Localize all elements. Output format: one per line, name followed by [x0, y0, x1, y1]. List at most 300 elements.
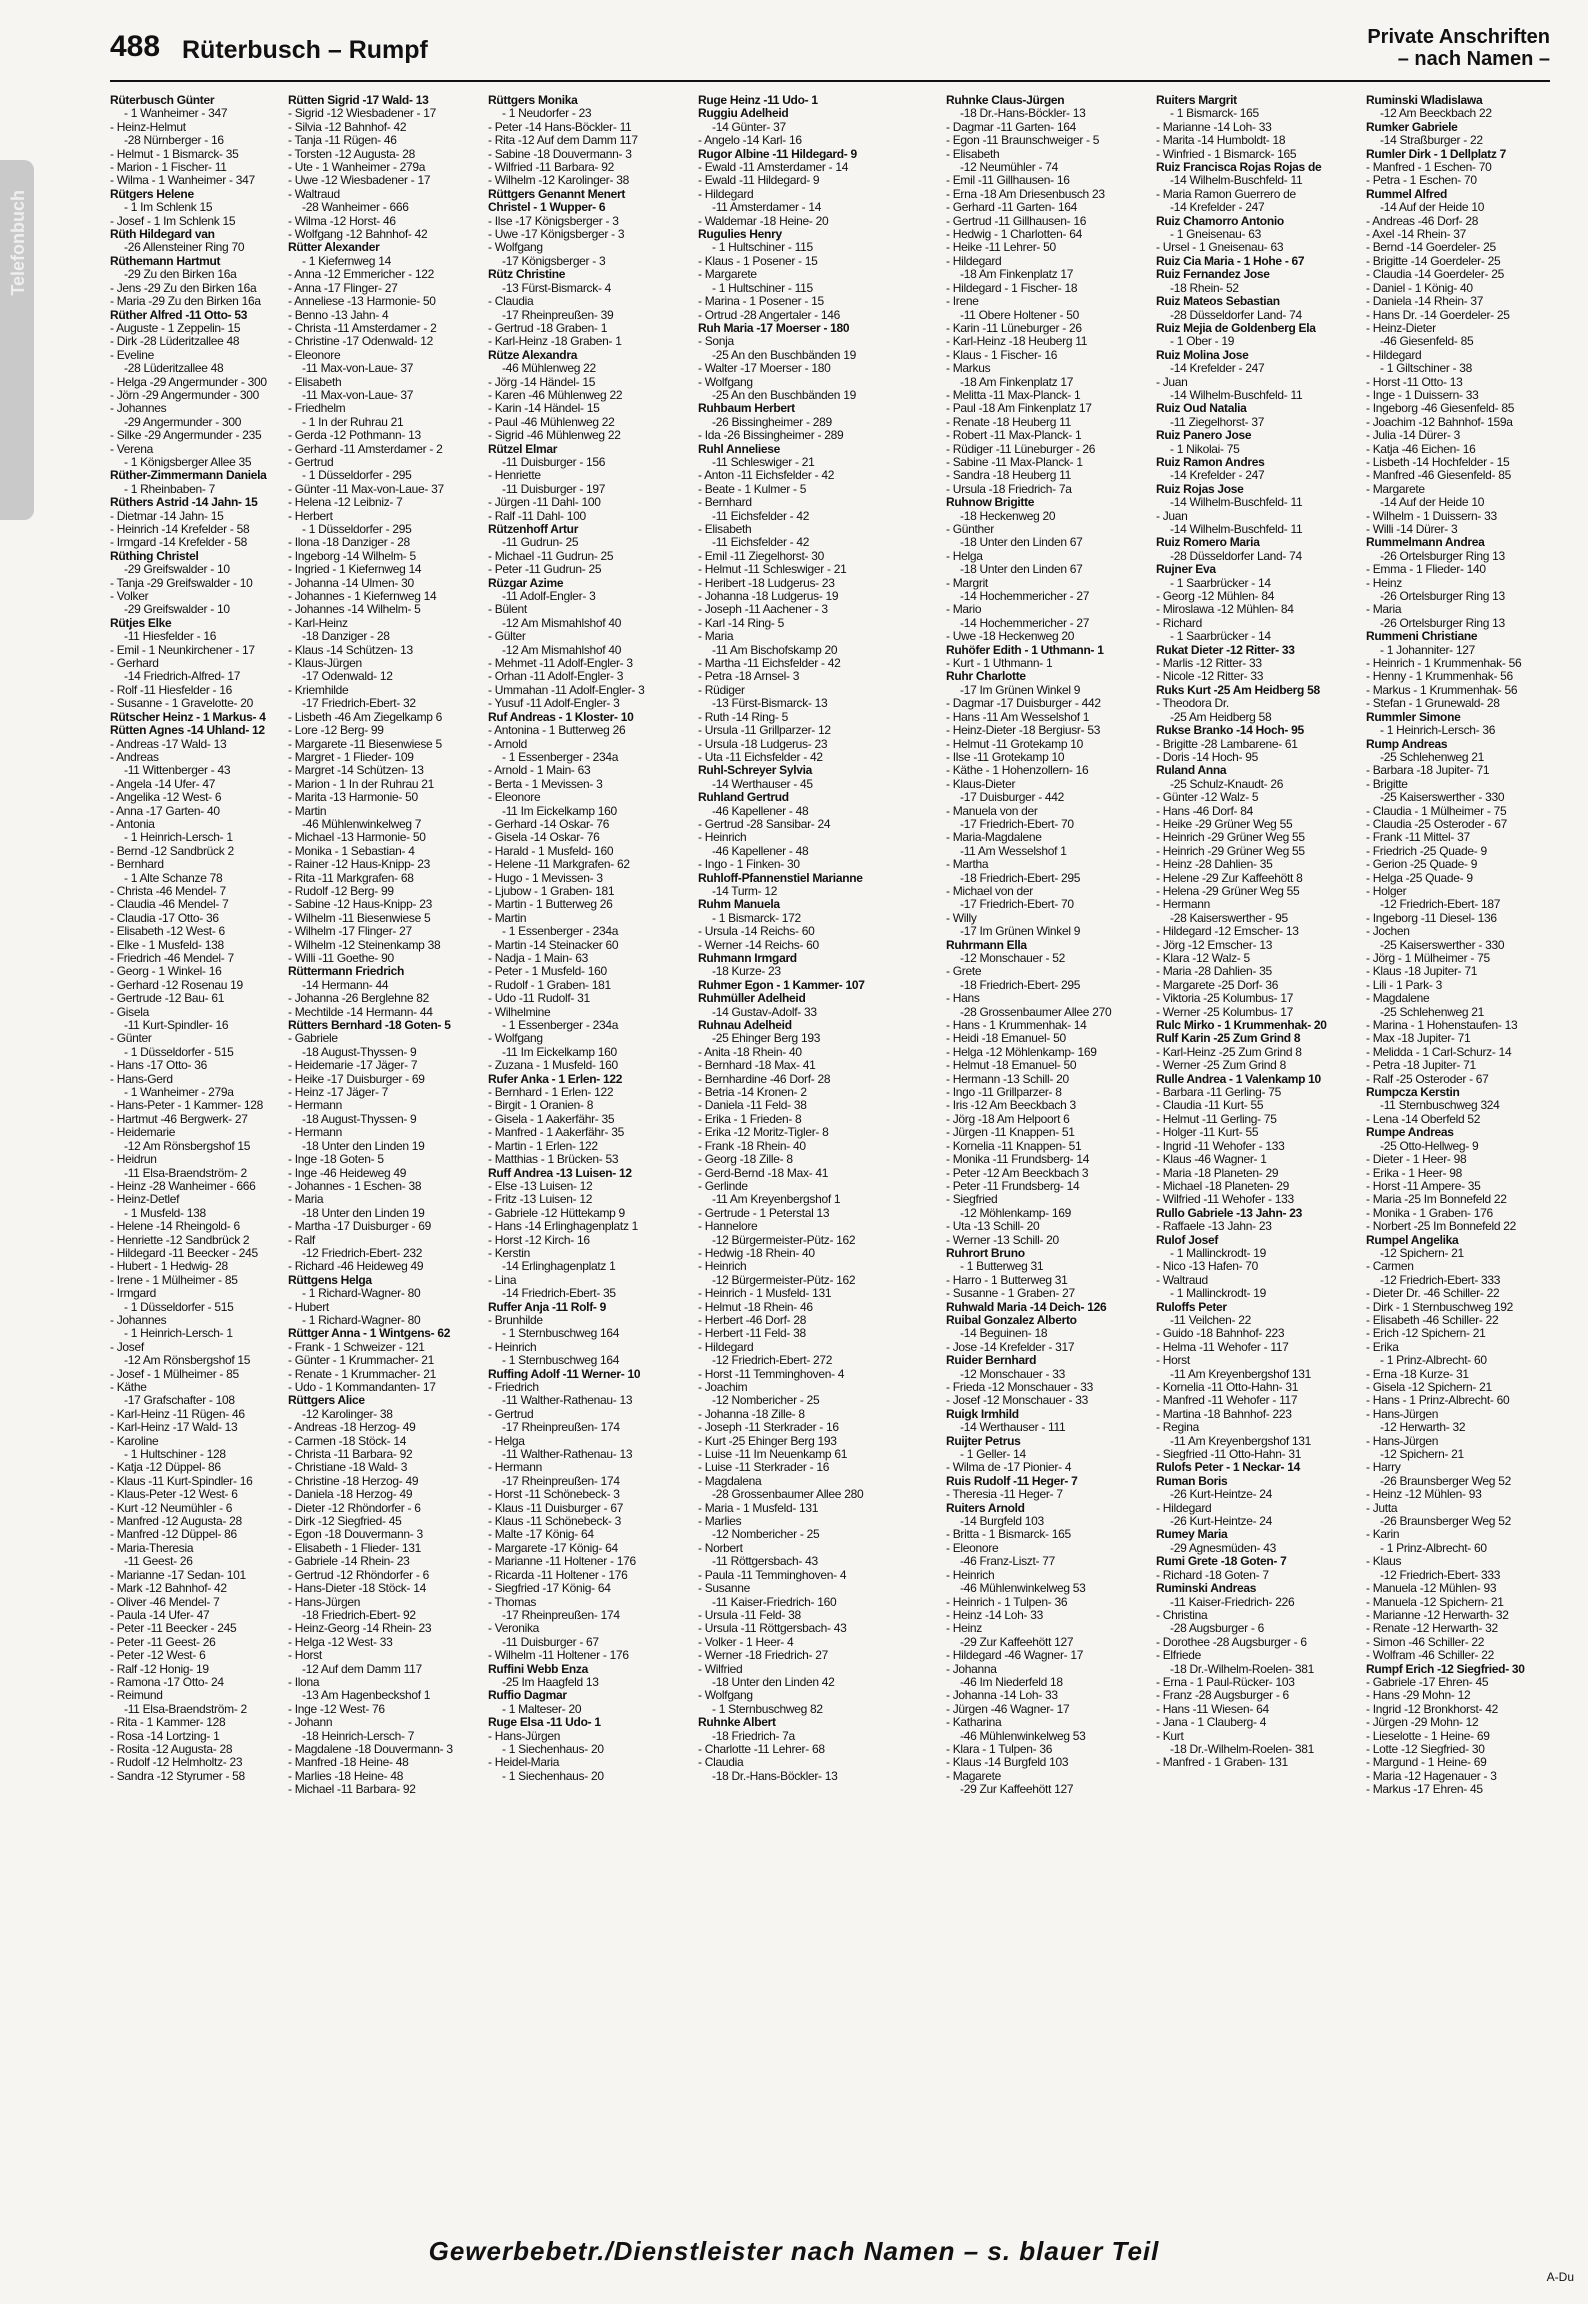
listing-entry: Ruhl Anneliese [698, 441, 781, 456]
listing-entry: - Klaus -14 Burgfeld 103 [946, 1755, 1069, 1770]
listing-entry: - 1 Richard-Wagner- 80 [302, 1286, 421, 1301]
listing-entry: - Klaus -11 Schönebeck- 3 [488, 1514, 622, 1529]
listing-entry: - Christiane -18 Wald- 3 [288, 1460, 408, 1475]
listing-entry: -18 Danziger - 28 [302, 629, 390, 644]
listing-entry: Rüttermann Friedrich [288, 964, 405, 979]
listing-entry: - Gabriele -12 Hüttekamp 9 [488, 1205, 625, 1220]
listing-entry: - Wilma - 1 Wanheimer - 347 [110, 173, 255, 188]
listing-entry: - Hermann -13 Schill- 20 [946, 1071, 1069, 1086]
listing-entry: - Helmut - 1 Bismarck- 35 [110, 146, 239, 161]
listing-entry: - Ursula -11 Feld- 38 [698, 1607, 801, 1622]
section-title-line1: Private Anschriften [1367, 26, 1550, 48]
listing-entry: - Inge - 1 Duissern- 33 [1366, 387, 1479, 402]
listing-entry: -11 Geest- 26 [124, 1554, 193, 1569]
listing-entry: Ruhwald Maria -14 Deich- 126 [946, 1299, 1107, 1314]
listing-entry: -11 Elsa-Braendström- 2 [124, 1165, 247, 1180]
listing-entry: - Max -18 Jupiter- 71 [1366, 1031, 1471, 1046]
listing-entry: -12 Monschauer - 52 [960, 951, 1066, 965]
listing-entry: - Heinrich [698, 830, 747, 845]
listing-entry: - Beate - 1 Kulmer - 5 [698, 481, 807, 496]
listing-entry: - Richard -46 Heideweg 49 [288, 1259, 424, 1274]
listing-entry: - Elisabeth [288, 374, 342, 389]
listing-entry: -12 Bürgermeister-Pütz- 162 [712, 1232, 856, 1247]
listing-entry: - Erika - 1 Frieden- 8 [698, 1111, 802, 1126]
listing-entry: -28 Grossenbaumer Allee 280 [712, 1487, 864, 1502]
listing-entry: - Eleonore [946, 1540, 999, 1555]
listing-entry: - Walter -17 Moerser - 180 [698, 361, 831, 376]
listing-entry: - Gabriele -17 Ehren- 45 [1366, 1674, 1489, 1689]
listing-entry: - Christa -46 Mendel- 7 [110, 883, 226, 898]
listing-entry: - Ingo - 1 Finken- 30 [698, 857, 800, 872]
listing-entry: - Ilse -11 Grotekamp 10 [946, 749, 1065, 764]
listing-entry: - Ursula -14 Reichs- 60 [698, 924, 815, 939]
listing-entry: - Wilhelm -12 Steinenkamp 38 [288, 937, 441, 952]
listing-entry: - Maria [698, 629, 734, 644]
listing-entry: - Heinrich -29 Grüner Weg 55 [1156, 843, 1305, 858]
listing-entry: - 1 Prinz-Albrecht- 60 [1380, 1353, 1487, 1368]
listing-entry: - Petra -18 Arnsel- 3 [698, 669, 800, 684]
listing-entry: - Gabriele [288, 1031, 338, 1046]
listing-entry: - Werner -18 Friedrich- 27 [698, 1648, 829, 1663]
listing-entry: - Jörg -14 Händel- 15 [488, 374, 596, 389]
listing-entry: Ruhnau Adelheid [698, 1018, 792, 1033]
listing-entry: - Manuela -12 Spichern- 21 [1366, 1594, 1504, 1609]
listing-entry: -46 Kapellener - 48 [712, 843, 809, 858]
listing-entry: - Rudolf - 1 Graben- 181 [488, 977, 611, 992]
listing-entry: - Hartmut -46 Bergwerk- 27 [110, 1111, 248, 1126]
listing-entry: - Dagmar -11 Garten- 164 [946, 119, 1076, 134]
listing-entry: - Hildegard -46 Wagner- 17 [946, 1648, 1084, 1663]
listing-entry: - Martin [488, 910, 527, 925]
listing-entry: Rüttgens Helga [288, 1272, 372, 1287]
listing-entry: - Peter -12 Am Beeckbach 3 [946, 1165, 1089, 1180]
listing-entry: -17 Im Grünen Winkel 9 [960, 924, 1081, 939]
listing-entry: - Maria-Theresia [110, 1540, 194, 1555]
listing-entry: - Winfried - 1 Bismarck- 165 [1156, 146, 1297, 161]
listing-entry: -29 Greifswalder - 10 [124, 602, 230, 617]
listing-entry: - Lore -12 Berg- 99 [288, 723, 384, 738]
listing-entry: -29 Zur Kaffeehött 127 [960, 1634, 1074, 1649]
listing-entry: - Gertrud [288, 454, 334, 469]
listing-entry: Ruiters Arnold [946, 1500, 1025, 1515]
listing-entry: -28 Düsseldorfer Land- 74 [1170, 307, 1302, 322]
listing-entry: - Wilfried -11 Wehofer - 133 [1156, 1192, 1294, 1207]
listing-entry: - Benno -13 Jahn- 4 [288, 307, 389, 322]
listing-entry: - Nico -13 Hafen- 70 [1156, 1259, 1259, 1274]
listing-entry: -11 Kaiser-Friedrich- 226 [1170, 1594, 1295, 1609]
listing-entry: - Nicole -12 Ritter- 33 [1156, 669, 1264, 684]
listing-entry: Ruhnow Brigitte [946, 495, 1035, 510]
listing-entry: - Wilfried [698, 1661, 743, 1676]
listing-entry: - Claudia -46 Mendel- 7 [110, 897, 229, 912]
listing-entry: - Hannelore [698, 1219, 758, 1234]
listing-entry: -12 Neumühler - 74 [960, 160, 1058, 175]
listing-entry: -17 Friedrich-Ebert- 70 [960, 816, 1074, 831]
listing-entry: - Siegfried -17 König- 64 [488, 1581, 611, 1596]
listing-entry: - 1 Butterweg 31 [960, 1259, 1044, 1274]
listing-entry: - Eleonore [488, 790, 541, 805]
listing-entry: -12 Bürgermeister-Pütz- 162 [712, 1272, 856, 1287]
listing-entry: Rütten Sigrid -17 Wald- 13 [288, 94, 429, 107]
listing-entry: - Claudia -14 Goerdeler- 25 [1366, 267, 1504, 282]
listing-entry: -14 Erlinghagenplatz 1 [502, 1259, 616, 1274]
listing-entry: - Paula -14 Ufer- 47 [110, 1607, 210, 1622]
listing-entry: Ruigk Irmhild [946, 1406, 1019, 1421]
listing-entry: -14 Friedrich-Alfred- 17 [124, 669, 241, 684]
listing-entry: -14 Wilhelm-Buschfeld- 11 [1170, 495, 1303, 510]
listing-entry: - Gisela - 1 Aakerfähr- 35 [488, 1111, 615, 1126]
listing-entry: - Heinz -14 Loh- 33 [946, 1607, 1044, 1622]
listing-entry: - Wolfgang [698, 374, 753, 389]
listing-entry: -14 Auf der Heide 10 [1380, 495, 1485, 510]
listing-entry: - Magdalena [698, 1473, 762, 1488]
listing-entry: - Katharina [946, 1715, 1002, 1730]
listing-entry: - 1 Rheinbaben- 7 [124, 481, 215, 496]
listing-entry: -17 Rheinpreußen- 174 [502, 1420, 620, 1435]
listing-entry: - Horst [1156, 1353, 1190, 1368]
listing-entry: Rütze Alexandra [488, 347, 578, 362]
listing-entry: Ruhland Gertrud [698, 790, 789, 805]
listing-entry: -18 Kurze- 23 [712, 964, 781, 979]
listing-entry: - Gertrud -28 Sansibar- 24 [698, 816, 831, 831]
listing-entry: - Heinz [1366, 575, 1402, 590]
listing-entry: Ruhrort Bruno [946, 1245, 1025, 1260]
listing-entry: - Miroslawa -12 Mühlen- 84 [1156, 602, 1294, 617]
listing-entry: -17 Rheinpreußen- 174 [502, 1473, 620, 1488]
listing-entry: - Ricarda -11 Holtener - 176 [488, 1567, 628, 1582]
listing-entry: - Heinz-Detlef [110, 1192, 180, 1207]
listing-entry: -18 August-Thyssen- 9 [302, 1044, 417, 1059]
listing-entry: - Ingried - 1 Kiefernweg 14 [288, 562, 422, 577]
listing-entry: - Emma - 1 Flieder- 140 [1366, 562, 1486, 577]
listing-entry: - Manuela -12 Mühlen- 93 [1366, 1581, 1497, 1596]
listing-entry: - Katja -12 Düppel- 86 [110, 1460, 221, 1475]
listing-entry: - 1 Sternbuschweg 164 [502, 1353, 620, 1368]
listing-entry: - Peter -14 Hans-Böckler- 11 [488, 119, 632, 134]
listing-entry: -28 Lüderitzallee 48 [124, 361, 224, 376]
listing-entry: - Hans-Peter - 1 Kammer- 128 [110, 1098, 263, 1113]
listing-entry: - Hans-Jürgen [288, 1594, 361, 1609]
listing-entry: Ruiz Oud Natalia [1156, 401, 1247, 416]
listing-entry: - Veronika [488, 1621, 540, 1636]
listing-entry: - Norbert [698, 1540, 743, 1555]
listing-entry: -18 Heinrich-Lersch- 7 [302, 1728, 415, 1743]
listing-entry: - Helmut -18 Rhein- 46 [698, 1299, 813, 1314]
listing-entry: - Matthias - 1 Brücken- 53 [488, 1152, 619, 1167]
listing-entry: - Michael -11 Barbara- 92 [288, 1782, 416, 1797]
listing-entry: - Anita -18 Rhein- 40 [698, 1044, 802, 1059]
listing-entry: -11 Am Bischofskamp 20 [712, 642, 838, 657]
listing-entry: - Gerhard -14 Oskar- 76 [488, 816, 610, 831]
listing-entry: -13 Am Hagenbeckshof 1 [302, 1688, 431, 1703]
listing-entry: - Heinz -17 Jäger- 7 [288, 1085, 389, 1100]
listing-entry: - Heinrich [698, 1259, 747, 1274]
listing-entry: - Helmut -18 Emanuel- 50 [946, 1058, 1077, 1073]
listing-entry: Rüterbusch Günter [110, 94, 215, 107]
page-code: A-Du [1546, 2270, 1574, 2284]
listing-entry: - Heidel-Maria [488, 1755, 560, 1770]
listing-entry: - Klaus - 1 Fischer- 16 [946, 347, 1058, 362]
listing-entry: - Christine -18 Herzog- 49 [288, 1473, 419, 1488]
listing-entry: - Friedrich -46 Mendel- 7 [110, 951, 234, 965]
listing-entry: -18 Unter den Linden 19 [302, 1138, 425, 1153]
listing-entry: - Helmut -11 Gerling- 75 [1156, 1111, 1277, 1126]
listing-entry: - Viktoria -25 Kolumbus- 17 [1156, 991, 1294, 1006]
listing-entry: - Johannes - 1 Eschen- 38 [288, 1178, 422, 1193]
listing-entry: - Angelika -12 West- 6 [110, 790, 222, 805]
listing-entry: - Grete [946, 964, 982, 979]
listing-entry: Rütten Agnes -14 Uhland- 12 [110, 723, 265, 738]
listing-column-5 [946, 94, 1120, 2210]
listing-entry: - Manfred -18 Heine- 48 [288, 1755, 409, 1770]
side-tab [0, 160, 34, 520]
listing-entry: -12 Friedrich-Ebert- 333 [1380, 1567, 1501, 1582]
listing-entry: Ruijter Petrus [946, 1433, 1021, 1448]
listing-entry: Ruland Anna [1156, 763, 1227, 778]
listing-entry: - Emil - 1 Neunkirchener - 17 [110, 642, 255, 657]
listing-entry: - Martin - 1 Erlen- 122 [488, 1138, 598, 1153]
listing-entry: - Hermann [288, 1125, 342, 1140]
listing-entry: - Irmgard [110, 1286, 156, 1301]
listing-entry: - Johannes [110, 1312, 167, 1327]
listing-entry: - Ralf -25 Osteroder - 67 [1366, 1071, 1489, 1086]
listing-entry: - Kriemhilde [288, 682, 349, 697]
listing-entry: - Johannes -14 Wilhelm- 5 [288, 602, 421, 617]
listing-entry: - Ingo -11 Grillparzer- 8 [946, 1085, 1062, 1100]
listing-entry: - Tanja -29 Greifswalder - 10 [110, 575, 253, 590]
listing-entry: - Gerhard -11 Garten- 164 [946, 200, 1078, 215]
listing-entry: - Maria -12 Hagenauer - 3 [1366, 1768, 1497, 1783]
listing-entry: - Klaus -46 Wagner- 1 [1156, 1152, 1267, 1167]
listing-entry: Ruiz Francisca Rojas Rojas de [1156, 160, 1322, 175]
listing-entry: - Gerhard -12 Rosenau 19 [110, 977, 243, 992]
listing-entry: - 1 Hultschiner - 115 [712, 280, 813, 295]
listing-entry: - Hildegard [698, 1339, 754, 1354]
listing-entry: - Johannes [110, 401, 167, 416]
listing-entry: - Andreas -46 Dorf- 28 [1366, 213, 1479, 228]
listing-entry: - Reimund [110, 1688, 163, 1703]
listing-entry: - Gerlinde [698, 1178, 748, 1193]
listing-entry: - Ingeborg -11 Diesel- 136 [1366, 910, 1497, 925]
listing-entry: - Claudia -17 Otto- 36 [110, 910, 219, 925]
listing-entry: Rugulies Henry [698, 227, 782, 242]
listing-entry: -18 Friedrich-Ebert- 92 [302, 1607, 416, 1622]
listing-entry: - Hermann [288, 1098, 342, 1113]
listing-entry: Ruffini Webb Enza [488, 1661, 589, 1676]
listing-entry: - Marion - 1 In der Ruhrau 21 [288, 776, 435, 791]
listing-entry: - Peter -11 Frundsberg- 14 [946, 1178, 1080, 1193]
listing-entry: - Horst -11 Otto- 13 [1366, 374, 1463, 389]
listing-entry: - Georg - 1 Winkel- 16 [110, 964, 222, 979]
listing-entry: - Irene - 1 Mülheimer - 85 [110, 1272, 238, 1287]
listing-entry: -26 Ortelsburger Ring 13 [1380, 615, 1505, 630]
listing-entry: -29 Agnesmüden- 43 [1170, 1540, 1277, 1555]
listing-entry: - Maria -18 Planeten- 29 [1156, 1165, 1279, 1180]
listing-entry: - Heidemarie [110, 1125, 176, 1140]
listing-entry: Rütjes Elke [110, 615, 172, 630]
listing-entry: - Mark -12 Bahnhof- 42 [110, 1581, 227, 1596]
listing-entry: -25 An den Buschbänden 19 [712, 387, 856, 402]
listing-entry: -25 Schulz-Knaudt- 26 [1170, 776, 1284, 791]
listing-entry: - Sabine -12 Haus-Knipp- 23 [288, 897, 432, 912]
listing-entry: - Margarete [1366, 481, 1425, 496]
listing-entry: - Claudia - 1 Mülheimer - 75 [1366, 803, 1507, 818]
listing-entry: - 1 Essenberger - 234a [502, 924, 619, 939]
listing-entry: - Wolfgang -12 Bahnhof- 42 [288, 227, 428, 242]
listing-entry: -11 Amsterdamer - 14 [712, 200, 822, 215]
listing-entry: Ruman Boris [1156, 1473, 1228, 1488]
listing-entry: - Heinz-Georg -14 Rhein- 23 [288, 1621, 432, 1636]
listing-column-6 [1156, 94, 1330, 2210]
listing-entry: -11 Am Kreyenbergshof 131 [1170, 1433, 1312, 1448]
listing-entry: - Hans -17 Otto- 36 [110, 1058, 208, 1073]
listing-entry: -18 Unter den Linden 42 [712, 1674, 835, 1689]
listing-entry: - Ljubow - 1 Graben- 181 [488, 883, 615, 898]
listing-entry: Rulof Josef [1156, 1232, 1219, 1247]
listing-entry: - Ralf [288, 1232, 315, 1247]
listing-entry: - Karl-Heinz -11 Rügen- 46 [110, 1406, 245, 1421]
listing-entry: - Erika - 1 Heer- 98 [1366, 1165, 1463, 1180]
listing-entry: - Peter - 1 Musfeld- 160 [488, 964, 607, 979]
listing-column-3 [488, 94, 662, 2210]
listing-entry: -11 Veilchen- 22 [1170, 1312, 1252, 1327]
listing-entry: - Daniela -14 Rhein- 37 [1366, 294, 1484, 309]
listing-entry: - Dirk -28 Lüderitzallee 48 [110, 334, 240, 349]
listing-entry: - Karen -46 Mühlenweg 22 [488, 387, 623, 402]
listing-entry: - Jochen [1366, 924, 1410, 939]
listing-entry: -26 Kurt-Heintze- 24 [1170, 1487, 1273, 1502]
listing-entry: - Hans-Jürgen [488, 1728, 561, 1743]
listing-entry: -26 Braunsberger Weg 52 [1380, 1514, 1511, 1529]
listing-entry: -11 Am Kreyenbergshof 131 [1170, 1366, 1312, 1381]
listing-entry: - Monika -11 Frundsberg- 14 [946, 1152, 1090, 1167]
listing-entry: -46 Mühlenwinkelweg 53 [960, 1581, 1086, 1596]
listing-entry: - Simon -46 Schiller- 22 [1366, 1634, 1485, 1649]
listing-entry: - Andreas -18 Herzog- 49 [288, 1420, 416, 1435]
listing-entry: - Johanna -18 Ludgerus- 19 [698, 589, 839, 604]
listing-entry: -17 Friedrich-Ebert- 32 [302, 696, 416, 711]
listing-entry: - Jürgen -11 Knappen- 51 [946, 1125, 1075, 1140]
listing-entry: - Irene [946, 294, 979, 309]
listing-entry: -26 Allensteiner Ring 70 [124, 240, 245, 255]
listing-entry: - Herbert -46 Dorf- 28 [698, 1312, 807, 1327]
listing-entry: - 1 Im Schlenk 15 [124, 200, 213, 215]
listing-entry: - Zuzana - 1 Musfeld- 160 [488, 1058, 618, 1073]
listing-entry: - Peter -12 West- 6 [110, 1648, 206, 1663]
listing-entry: - 1 Malteser- 20 [502, 1701, 582, 1716]
listing-entry: - Hans Dr. -14 Goerdeler- 25 [1366, 307, 1510, 322]
listing-entry: - Hermann [1156, 897, 1210, 912]
listing-entry: -28 Augsburger - 6 [1170, 1621, 1264, 1636]
listing-entry: - Udo -11 Rudolf- 31 [488, 991, 590, 1006]
section-title-line2: – nach Namen – [1397, 48, 1550, 70]
listing-entry: -14 Krefelder - 247 [1170, 468, 1265, 483]
listing-entry: Rüther-Zimmermann Daniela [110, 468, 267, 483]
listing-entry: - Rudolf -12 Berg- 99 [288, 883, 394, 898]
listing-entry: - Susanne - 1 Graben- 27 [946, 1286, 1075, 1301]
listing-entry: - Gertrud -12 Rhöndorfer - 6 [288, 1567, 429, 1582]
listing-entry: - Thomas [488, 1594, 537, 1609]
listing-entry: -17 Königsberger - 3 [502, 253, 606, 268]
listing-entry: -11 Eichsfelder - 42 [712, 508, 810, 523]
listing-entry: - Magarete [946, 1768, 1002, 1783]
listing-entry: - Claudia [698, 1755, 744, 1770]
listing-entry: -14 Wilhelm-Buschfeld- 11 [1170, 387, 1303, 402]
listing-entry: Ruhöfer Edith - 1 Uthmann- 1 [946, 642, 1104, 657]
listing-entry: - Martin - 1 Butterweg 26 [488, 897, 613, 912]
listing-entry: - Margarete [698, 267, 757, 282]
listing-entry: -26 Ortelsburger Ring 13 [1380, 548, 1505, 563]
listing-entry: - Norbert -25 Im Bonnefeld 22 [1366, 1219, 1517, 1234]
listing-entry: - 1 Bismarck- 165 [1170, 106, 1259, 121]
listing-entry: - Karl-Heinz [288, 615, 348, 630]
listing-entry: - Paul -46 Mühlenweg 22 [488, 414, 615, 429]
listing-entry: - Rosita -12 Augusta- 28 [110, 1741, 233, 1756]
listing-entry: -28 Grossenbaumer Allee 270 [960, 1004, 1112, 1019]
listing-entry: - Brunhilde [488, 1312, 543, 1327]
listing-entry: - 1 Bismarck- 172 [712, 910, 801, 925]
listing-entry: -18 Friedrich-Ebert- 295 [960, 977, 1081, 992]
listing-entry: - Marina - 1 Posener - 15 [698, 294, 824, 309]
listing-entry: - Margarete -11 Biesenwiese 5 [288, 736, 442, 751]
listing-entry: Rütz Christine [488, 267, 566, 282]
listing-entry: - Angelo -14 Karl- 16 [698, 133, 802, 148]
listing-entry: - Wilhelmine [488, 1004, 551, 1019]
listing-entry: -18 Dr.-Hans-Böckler- 13 [960, 106, 1086, 121]
listing-entry: Ruhnke Albert [698, 1715, 776, 1730]
listing-entry: - Bernd -14 Goerdeler- 25 [1366, 240, 1496, 255]
listing-entry: -17 Duisburger - 442 [960, 790, 1065, 805]
listing-entry: - Marlies -18 Heine- 48 [288, 1768, 404, 1783]
listing-entry: - Jörg - 1 Mülheimer - 75 [1366, 951, 1490, 965]
listing-entry: -14 Wilhelm-Buschfeld- 11 [1170, 522, 1303, 536]
listing-entry: - 1 In der Ruhrau 21 [302, 414, 404, 429]
listing-entry: - 1 Düsseldorfer - 515 [124, 1299, 234, 1314]
listing-entry: - Renate - 1 Krummacher- 21 [288, 1366, 436, 1381]
listing-entry: - Elisabeth - 1 Flieder- 131 [288, 1540, 421, 1555]
listing-entry: - Uwe -17 Königsberger - 3 [488, 227, 625, 242]
listing-entry: - Heinrich - 1 Musfeld- 131 [698, 1286, 832, 1301]
listing-entry: Rüthers Astrid -14 Jahn- 15 [110, 495, 258, 510]
listing-entry: -25 Kaiserswerther - 330 [1380, 790, 1505, 805]
listing-entry: - Kurt -25 Ehinger Berg 193 [698, 1433, 837, 1448]
listing-entry: - Maria [1366, 602, 1402, 617]
listing-entry: - Helena -29 Grüner Weg 55 [1156, 883, 1300, 898]
listing-entry: -28 Wanheimer - 666 [302, 200, 409, 215]
listing-entry: - Klaus -11 Duisburger - 67 [488, 1500, 624, 1515]
listing-entry: -12 Nombericher - 25 [712, 1527, 820, 1542]
listing-entry: -26 Ortelsburger Ring 13 [1380, 589, 1505, 604]
listing-entry: -25 Schlehenweg 21 [1380, 749, 1485, 764]
listing-entry: - Erna - 1 Paul-Rücker- 103 [1156, 1674, 1295, 1689]
listing-entry: - Ummahan -11 Adolf-Engler- 3 [488, 682, 645, 697]
listing-entry: Rummel Alfred [1366, 186, 1448, 201]
listing-entry: Rulofs Peter - 1 Neckar- 14 [1156, 1460, 1300, 1475]
listing-entry: - Eleonore [288, 347, 341, 362]
listing-entry: -25 Am Heidberg 58 [1170, 709, 1272, 724]
listing-entry: - Marianne -14 Loh- 33 [1156, 119, 1272, 134]
listing-entry: - Harald - 1 Musfeld- 160 [488, 843, 614, 858]
listing-entry: - Franz -28 Augsburger - 6 [1156, 1688, 1289, 1703]
listing-entry: - Volker [110, 589, 149, 604]
listing-entry: - Heidrun [110, 1152, 157, 1167]
listing-entry: -29 Zu den Birken 16a [124, 267, 237, 282]
listing-entry: - Anna -17 Flinger- 27 [288, 280, 398, 295]
listing-entry: - Anton -11 Eichsfelder - 42 [698, 468, 835, 483]
listing-entry: - Werner -13 Schill- 20 [946, 1232, 1059, 1247]
listing-entry: - 1 Saarbrücker - 14 [1170, 629, 1271, 644]
listing-entry: -11 Adolf-Engler- 3 [502, 589, 596, 604]
